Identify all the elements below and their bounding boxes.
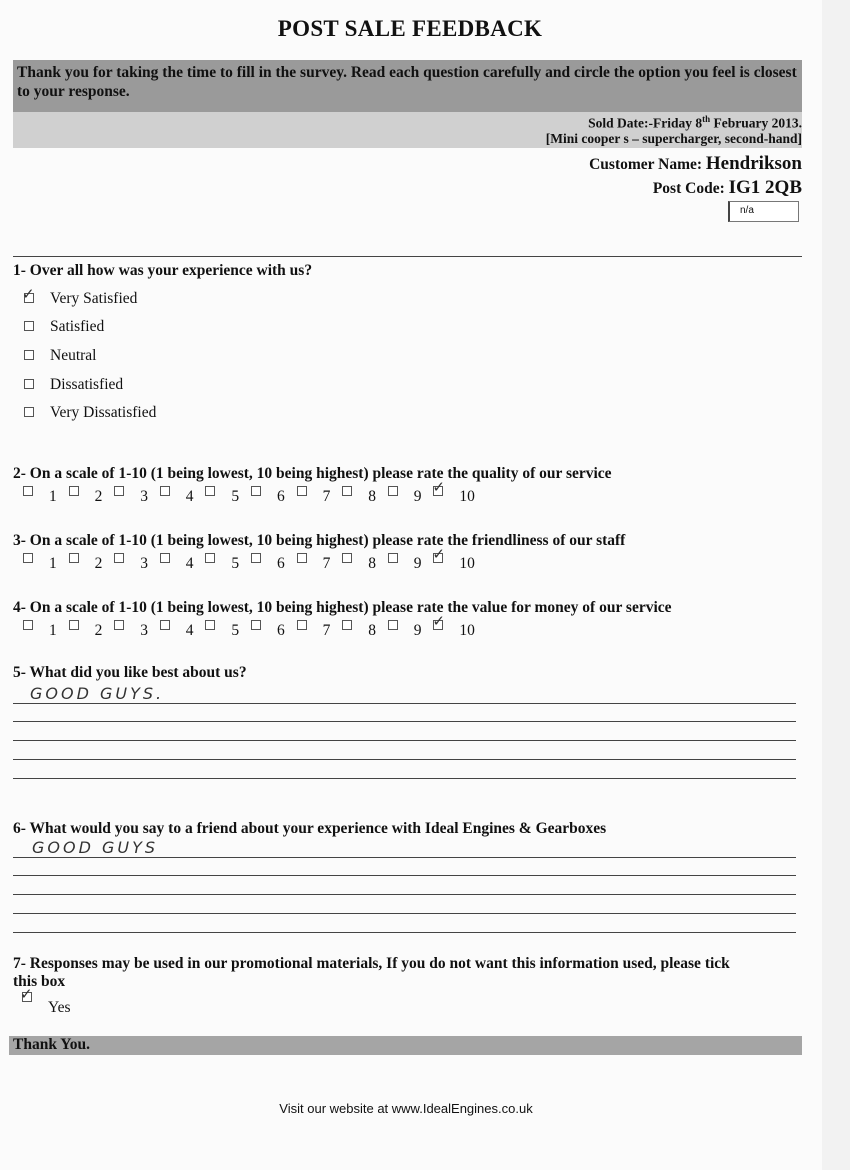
- q6-line[interactable]: [13, 932, 796, 933]
- q2-checkbox-7[interactable]: [297, 486, 307, 496]
- thank-you-text: Thank You.: [13, 1036, 90, 1053]
- q3-checkbox-3[interactable]: [114, 553, 124, 563]
- q3-checkbox-1[interactable]: [23, 553, 33, 563]
- q2-number-label: 1: [49, 488, 57, 505]
- header-divider: [13, 256, 802, 257]
- q3-number-label: 6: [277, 555, 285, 572]
- q1-option-label: Very Satisfied: [50, 290, 138, 307]
- sold-date-sup: th: [702, 114, 711, 124]
- q3-checkbox-8[interactable]: [342, 553, 352, 563]
- q3-checkbox-9[interactable]: [388, 553, 398, 563]
- q1-option-checkbox[interactable]: [24, 407, 34, 417]
- q2-checkbox-9[interactable]: [388, 486, 398, 496]
- q6-line[interactable]: [13, 857, 796, 858]
- q2-checkbox-8[interactable]: [342, 486, 352, 496]
- q3-number-label: 8: [368, 555, 376, 572]
- q3-checkbox-7[interactable]: [297, 553, 307, 563]
- q2-number-label: 8: [368, 488, 376, 505]
- q2-number-label: 2: [94, 488, 103, 505]
- q4-checkbox-4[interactable]: [160, 620, 170, 630]
- q7-question-line1: 7- Responses may be used in our promotional materials, If you do not want this information used, please tick: [13, 955, 730, 972]
- q4-checkbox-8[interactable]: [342, 620, 352, 630]
- q2-number-label: 7: [322, 488, 331, 505]
- customer-name: [589, 153, 802, 175]
- q2-checkbox-5[interactable]: [205, 486, 215, 496]
- check-mark-icon: ✓: [432, 612, 445, 630]
- q2-checkbox-4[interactable]: [160, 486, 170, 496]
- check-mark-icon: ✓: [22, 285, 35, 303]
- q4-checkbox-7[interactable]: [297, 620, 307, 630]
- customer-name-value: Hendrikson: [705, 153, 802, 174]
- q4-number-label: 7: [322, 622, 331, 639]
- q1-option-checkbox[interactable]: [24, 379, 34, 389]
- q4-checkbox-2[interactable]: [69, 620, 79, 630]
- q4-question: 4- On a scale of 1-10 (1 being lowest, 10 being highest) please rate the value for money of our service: [13, 599, 672, 616]
- q1-option-label: Very Dissatisfied: [50, 404, 157, 421]
- post-code-label: Post Code:: [652, 180, 725, 197]
- q5-question: 5- What did you like best about us?: [13, 664, 247, 681]
- q4-checkbox-1[interactable]: [23, 620, 33, 630]
- check-mark-icon: ✓: [432, 478, 445, 496]
- q4-number-label: 2: [94, 622, 103, 639]
- q5-line[interactable]: [13, 721, 796, 722]
- q3-number-label: 10: [459, 555, 475, 572]
- form-title: POST SALE FEEDBACK: [277, 16, 543, 41]
- q4-number-label: 4: [185, 622, 194, 639]
- q6-handwritten-answer[interactable]: GOOD GUYS: [32, 838, 159, 857]
- q1-option-label: Dissatisfied: [50, 376, 124, 393]
- q4-number-label: 5: [231, 622, 240, 639]
- intro-text: Thank you for taking the time to fill in the survey. Read each question carefully and circle the option you feel is closest to your response.: [17, 64, 797, 100]
- q1-option-checkbox[interactable]: [24, 321, 34, 331]
- post-code-value: IG1 2QB: [728, 177, 802, 198]
- q3-checkbox-4[interactable]: [160, 553, 170, 563]
- q2-number-label: 3: [140, 488, 148, 505]
- q4-checkbox-3[interactable]: [114, 620, 124, 630]
- q2-number-label: 4: [185, 488, 194, 505]
- q2-number-label: 5: [231, 488, 240, 505]
- q5-line[interactable]: [13, 759, 796, 760]
- website-footer[interactable]: Visit our website at www.IdealEngines.co.uk: [279, 1101, 533, 1116]
- check-mark-icon: ✓: [432, 545, 445, 563]
- q4-number-label: 10: [459, 622, 475, 639]
- q1-option-label: Neutral: [50, 347, 97, 364]
- q4-number-label: 1: [49, 622, 57, 639]
- check-mark-icon: ✓: [20, 985, 33, 1003]
- q2-number-label: 6: [277, 488, 285, 505]
- vehicle-description: [Mini cooper s – supercharger, second-hand]: [545, 131, 802, 146]
- q2-number-label: 10: [459, 488, 475, 505]
- q3-number-label: 2: [94, 555, 103, 572]
- q2-checkbox-6[interactable]: [251, 486, 261, 496]
- q6-line[interactable]: [13, 913, 796, 914]
- q3-number-label: 3: [140, 555, 148, 572]
- q3-checkbox-6[interactable]: [251, 553, 261, 563]
- q4-checkbox-6[interactable]: [251, 620, 261, 630]
- q3-question: 3- On a scale of 1-10 (1 being lowest, 10 being highest) please rate the friendliness of our staff: [13, 532, 626, 549]
- q1-question: 1- Over all how was your experience with us?: [13, 262, 313, 279]
- q7-question-line2: this box: [13, 973, 66, 990]
- q3-number-label: 4: [185, 555, 194, 572]
- na-input-box[interactable]: n/a: [728, 201, 799, 222]
- q4-number-label: 9: [413, 622, 422, 639]
- q6-line[interactable]: [13, 894, 796, 895]
- q3-number-label: 9: [413, 555, 422, 572]
- q6-line[interactable]: [13, 875, 796, 876]
- scan-edge: [822, 0, 850, 1170]
- q1-option-checkbox[interactable]: [24, 350, 34, 360]
- q2-checkbox-3[interactable]: [114, 486, 124, 496]
- sold-date: [588, 114, 802, 132]
- q1-option-label: Satisfied: [50, 318, 105, 335]
- q6-question: 6- What would you say to a friend about your experience with Ideal Engines & Gearboxes: [13, 820, 607, 837]
- sold-date-suffix: February 2013.: [710, 115, 802, 131]
- q4-number-label: 6: [277, 622, 285, 639]
- q4-checkbox-9[interactable]: [388, 620, 398, 630]
- q4-number-label: 3: [140, 622, 148, 639]
- q3-checkbox-5[interactable]: [205, 553, 215, 563]
- customer-name-label: Customer Name:: [589, 156, 703, 173]
- q2-number-label: 9: [413, 488, 422, 505]
- q5-line[interactable]: [13, 703, 796, 704]
- q7-option-label: Yes: [48, 999, 71, 1016]
- thank-you-bar: [9, 1036, 802, 1055]
- q7-question: [13, 955, 803, 991]
- q5-line[interactable]: [13, 778, 796, 779]
- q5-handwritten-answer[interactable]: GOOD GUYS.: [30, 684, 165, 703]
- q4-checkbox-5[interactable]: [205, 620, 215, 630]
- q3-number-label: 1: [49, 555, 57, 572]
- q5-line[interactable]: [13, 740, 796, 741]
- q3-number-label: 5: [231, 555, 240, 572]
- q2-question: 2- On a scale of 1-10 (1 being lowest, 10 being highest) please rate the quality of our service: [13, 465, 612, 482]
- q3-number-label: 7: [322, 555, 331, 572]
- q2-checkbox-1[interactable]: [23, 486, 33, 496]
- q4-number-label: 8: [368, 622, 376, 639]
- q2-checkbox-2[interactable]: [69, 486, 79, 496]
- post-code: [653, 177, 802, 199]
- sold-date-prefix: Sold Date:-Friday 8: [588, 115, 703, 131]
- q3-checkbox-2[interactable]: [69, 553, 79, 563]
